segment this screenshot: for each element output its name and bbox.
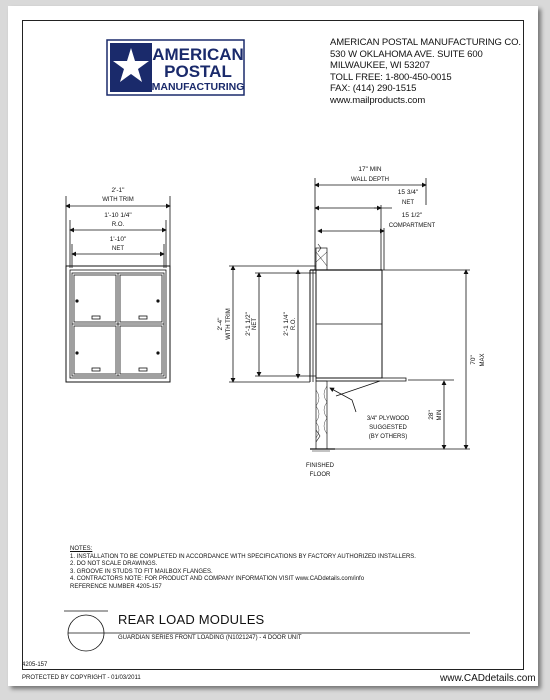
company-logo (107, 40, 244, 95)
dim-wall-depth: 17" MIN (358, 166, 382, 173)
dim-height-net: 2'-1 1/2" (245, 312, 252, 336)
dim-height-net-label: NET (252, 318, 258, 330)
lock-icon (75, 351, 78, 354)
dim-height-ro: 2'-1 1/4" (283, 312, 290, 336)
drawing-subtitle: GUARDIAN SERIES FRONT LOADING (N1021247) - 4 DOOR UNIT (118, 635, 302, 641)
dim-net-depth: 15 3/4" (397, 189, 419, 196)
logo-line3: MANUFACTURING (151, 81, 245, 93)
company-fax: FAX: (414) 290-1515 (330, 83, 417, 94)
dim-net: 1'-10" (109, 236, 127, 243)
dim-height-ro-label: R.O. (291, 317, 297, 331)
dim-ro-label: R.O. (111, 222, 125, 228)
dim-with-trim: 2'-1" (111, 187, 125, 194)
lock-icon (156, 299, 159, 302)
company-name: AMERICAN POSTAL MANUFACTURING CO. (330, 37, 521, 48)
reference-code: 4205-157 (22, 662, 48, 668)
caddetails-link[interactable]: www.CADdetails.com (440, 673, 536, 684)
note-item: 1. INSTALLATION TO BE COMPLETED IN ACCORDANCE WITH SPECIFICATIONS BY FACTORY AUTHORIZED INSTALLERS. (70, 553, 416, 560)
logo-line1: AMERICAN (152, 45, 244, 64)
dim-height-trim-label: WITH TRIM (226, 308, 232, 340)
dim-min: 28" (428, 410, 435, 420)
dim-height-trim: 2'-4" (217, 317, 224, 331)
plywood-note-1: 3/4" PLYWOOD (366, 416, 410, 422)
dim-max-label: MAX (480, 353, 486, 367)
dim-compartment-label: COMPARTMENT (388, 223, 436, 229)
note-item: 3. GROOVE IN STUDS TO FIT MAILBOX FLANGES. (70, 568, 213, 575)
plywood-note-2: SUGGESTED (369, 425, 407, 431)
lock-icon (156, 351, 159, 354)
company-website[interactable]: www.mailproducts.com (330, 94, 426, 106)
note-item: 2. DO NOT SCALE DRAWINGS. (70, 561, 158, 568)
dim-min-label: MIN (437, 409, 443, 421)
note-item: REFERENCE NUMBER 4205-157 (70, 583, 162, 590)
plywood-note-3: (BY OTHERS) (368, 434, 408, 440)
dim-with-trim-label: WITH TRIM (102, 197, 134, 203)
company-info (330, 37, 521, 106)
drawing-title: REAR LOAD MODULES (118, 612, 265, 627)
company-tollfree: TOLL FREE: 1-800-450-0015 (330, 71, 452, 83)
floor-label-2: FLOOR (309, 472, 331, 478)
dim-net-label: NET (112, 246, 124, 252)
dim-wall-depth-label: WALL DEPTH (351, 177, 389, 183)
dim-net-depth-label: NET (402, 200, 414, 206)
notes-block (70, 546, 416, 592)
dim-compartment: 15 1/2" (401, 212, 423, 219)
lock-icon (75, 299, 78, 302)
notes-heading: NOTES: (70, 546, 93, 552)
floor-label-1: FINISHED (305, 463, 335, 469)
company-address: 530 W OKLAHOMA AVE. SUITE 600 (330, 48, 483, 60)
copyright-text: PROTECTED BY COPYRIGHT - 01/03/2011 (22, 675, 141, 681)
dim-ro: 1'-10 1/4" (104, 212, 132, 219)
company-city: MILWAUKEE, WI 53207 (330, 60, 430, 71)
dim-max: 70" (470, 355, 477, 365)
note-item: 4. CONTRACTORS NOTE: FOR PRODUCT AND COMPANY INFORMATION VISIT www.CADdetails.com/info (70, 576, 365, 583)
logo-line2: POSTAL (164, 62, 232, 81)
side-section (229, 178, 470, 451)
